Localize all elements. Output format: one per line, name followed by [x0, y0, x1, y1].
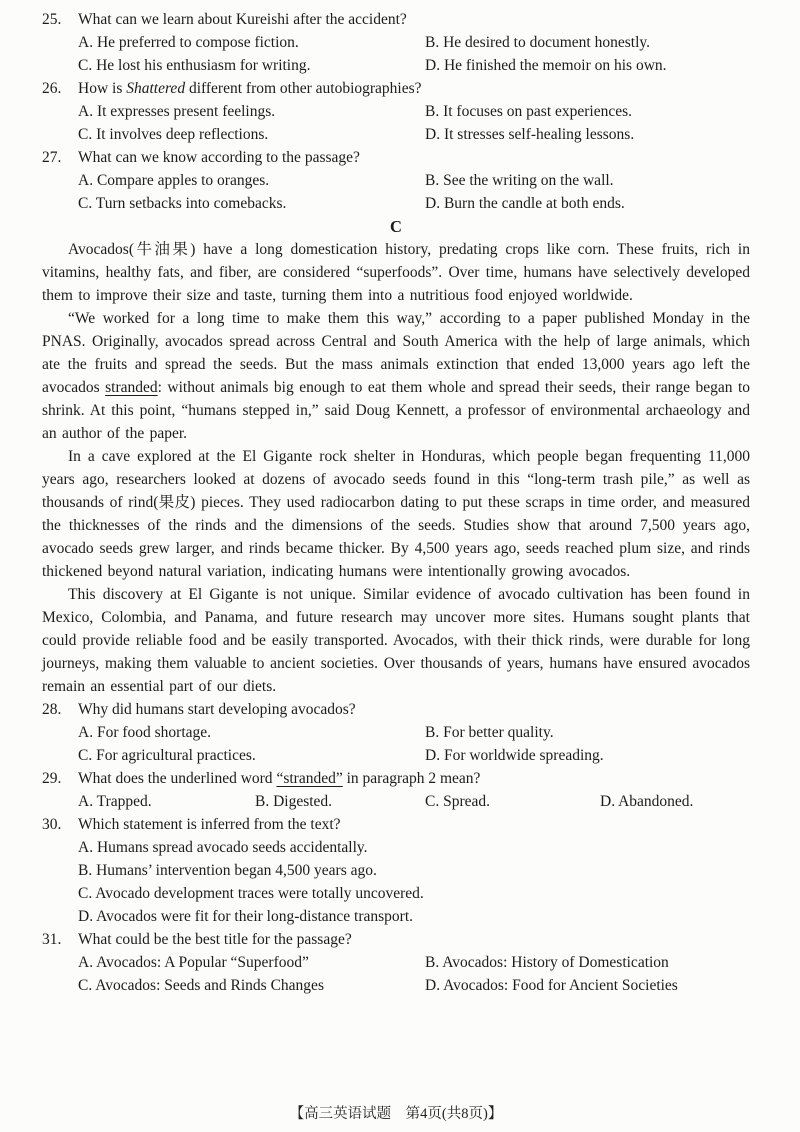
option-28-d: D. For worldwide spreading.	[425, 747, 604, 764]
question-29-text-pre: What does the underlined word	[78, 770, 277, 787]
underlined-word-stranded: stranded	[105, 379, 158, 396]
option-row	[78, 974, 750, 997]
option-30-a: A. Humans spread avocado seeds accidentally.	[78, 839, 368, 856]
option-row	[78, 54, 750, 77]
question-25	[42, 8, 750, 77]
option-row	[78, 790, 750, 813]
question-25-stem	[42, 8, 750, 31]
question-29-underlined-word: “stranded”	[276, 770, 343, 787]
question-29	[42, 767, 750, 813]
question-25-number: 25.	[42, 11, 62, 28]
option-row	[78, 744, 750, 767]
question-30-number: 30.	[42, 816, 62, 833]
option-row	[78, 169, 750, 192]
option-row	[78, 31, 750, 54]
option-row	[78, 721, 750, 744]
question-28	[42, 698, 750, 767]
passage-paragraph-2	[42, 307, 750, 445]
option-26-b: B. It focuses on past experiences.	[425, 103, 633, 120]
option-30-b: B. Humans’ intervention began 4,500 years ago.	[78, 862, 377, 879]
question-27-stem	[42, 146, 750, 169]
question-31-number: 31.	[42, 931, 62, 948]
option-25-b: B. He desired to document honestly.	[425, 34, 650, 51]
option-28-a: A. For food shortage.	[78, 724, 212, 741]
passage-paragraph-4: This discovery at El Gigante is not unique. Similar evidence of avocado cultivation has been found in Mexico, Colombia, and Panama, and future research may uncover more sites. Humans sought plants that could provide reliable food and be easily transported. Avocados, with their thick rinds, were durable for long journeys, making them valuable to ancient societies. Over thousands of years, humans have ensured avocados remain an essential part of our diets.	[42, 586, 750, 695]
option-row	[78, 192, 750, 215]
option-row	[78, 951, 750, 974]
question-31-options	[78, 951, 750, 997]
question-28-text: Why did humans start developing avocados?	[78, 701, 356, 718]
question-27	[42, 146, 750, 215]
passage-paragraph-2-pre: “We worked for a long time to make them this way,” according to a paper published Monday in the PNAS. Originally, avocados spread across Central and South America with the help of large animals, which ate the fruits and spread the seeds. But the mass animals extinction that ended 13,000 years ago left the avocados	[42, 310, 750, 396]
option-row	[78, 123, 750, 146]
question-27-text: What can we know according to the passage?	[78, 149, 360, 166]
option-25-c: C. He lost his enthusiasm for writing.	[78, 57, 311, 74]
option-row	[78, 100, 750, 123]
question-28-options	[78, 721, 750, 767]
question-30-text: Which statement is inferred from the text?	[78, 816, 341, 833]
question-29-number: 29.	[42, 770, 62, 787]
option-30-d: D. Avocados were fit for their long-distance transport.	[78, 908, 414, 925]
option-27-d: D. Burn the candle at both ends.	[425, 195, 625, 212]
option-25-a: A. He preferred to compose fiction.	[78, 34, 299, 51]
option-31-d: D. Avocados: Food for Ancient Societies	[425, 977, 678, 994]
option-29-d: D. Abandoned.	[600, 793, 694, 810]
question-26-number: 26.	[42, 80, 62, 97]
question-26-stem	[42, 77, 750, 100]
exam-content	[42, 8, 750, 1103]
question-25-text: What can we learn about Kureishi after the accident?	[78, 11, 407, 28]
question-29-text	[78, 767, 750, 790]
passage-paragraph-2-post: : without animals big enough to eat them whole and spread their seeds, their range began to shrink. At this point, “humans stepped in,” said Doug Kennett, a professor of environmental archaeology and an author of the paper.	[42, 379, 750, 442]
option-31-a: A. Avocados: A Popular “Superfood”	[78, 954, 309, 971]
question-29-stem	[42, 767, 750, 790]
option-28-b: B. For better quality.	[425, 724, 554, 741]
option-27-b: B. See the writing on the wall.	[425, 172, 614, 189]
option-27-a: A. Compare apples to oranges.	[78, 172, 270, 189]
question-26-text-post: different from other autobiographies?	[185, 80, 422, 97]
passage-paragraph-3: In a cave explored at the El Gigante rock shelter in Honduras, which people began frequenting 11,000 years ago, researchers looked at dozens of avocado seeds found in this “long-term trash pile,” as well as thousands of rind(果皮) pieces. They used radiocarbon dating to put these scraps in time order, and measured the thicknesses of the rinds and the dimensions of the seeds. Studies show that around 7,500 years ago, avocado seeds grew larger, and rinds became thicker. By 4,500 years ago, seeds reached plum size, and rinds thickened beyond natural variation, indicating humans were intentionally growing avocados.	[42, 448, 750, 580]
option-26-d: D. It stresses self-healing lessons.	[425, 126, 635, 143]
passage-paragraph-1: Avocados(牛油果) have a long domestication history, predating crops like corn. These fruits, rich in vitamins, healthy fats, and fiber, are considered “superfoods”. Over time, humans have selectively developed them to improve their size and taste, turning them into a nutritious food enjoyed worldwide.	[42, 241, 750, 304]
option-29-b: B. Digested.	[255, 793, 333, 810]
question-30-stem	[42, 813, 750, 836]
question-29-text-post: in paragraph 2 mean?	[342, 770, 481, 787]
question-26-text	[78, 77, 750, 100]
option-31-c: C. Avocados: Seeds and Rinds Changes	[78, 977, 324, 994]
question-30-options	[78, 836, 750, 928]
option-25-d: D. He finished the memoir on his own.	[425, 57, 667, 74]
question-26-options	[78, 100, 750, 146]
option-30-c: C. Avocado development traces were totally uncovered.	[78, 885, 424, 902]
section-label: C	[390, 217, 402, 236]
page-footer: 【高三英语试题 第4页(共8页)】	[289, 1106, 503, 1122]
question-25-options	[78, 31, 750, 77]
option-26-c: C. It involves deep reflections.	[78, 126, 269, 143]
question-29-options	[78, 790, 750, 813]
question-31-stem	[42, 928, 750, 951]
question-26	[42, 77, 750, 146]
option-31-b: B. Avocados: History of Domestication	[425, 954, 669, 971]
question-26-book-title: Shattered	[126, 80, 186, 97]
option-27-c: C. Turn setbacks into comebacks.	[78, 195, 287, 212]
question-28-number: 28.	[42, 701, 62, 718]
option-29-a: A. Trapped.	[78, 793, 152, 810]
question-26-text-pre: How is	[78, 80, 127, 97]
question-28-stem	[42, 698, 750, 721]
question-27-options	[78, 169, 750, 215]
option-28-c: C. For agricultural practices.	[78, 747, 256, 764]
question-27-number: 27.	[42, 149, 62, 166]
option-29-c: C. Spread.	[425, 793, 491, 810]
question-31	[42, 928, 750, 997]
question-30	[42, 813, 750, 928]
question-31-text: What could be the best title for the passage?	[78, 931, 352, 948]
option-26-a: A. It expresses present feelings.	[78, 103, 276, 120]
